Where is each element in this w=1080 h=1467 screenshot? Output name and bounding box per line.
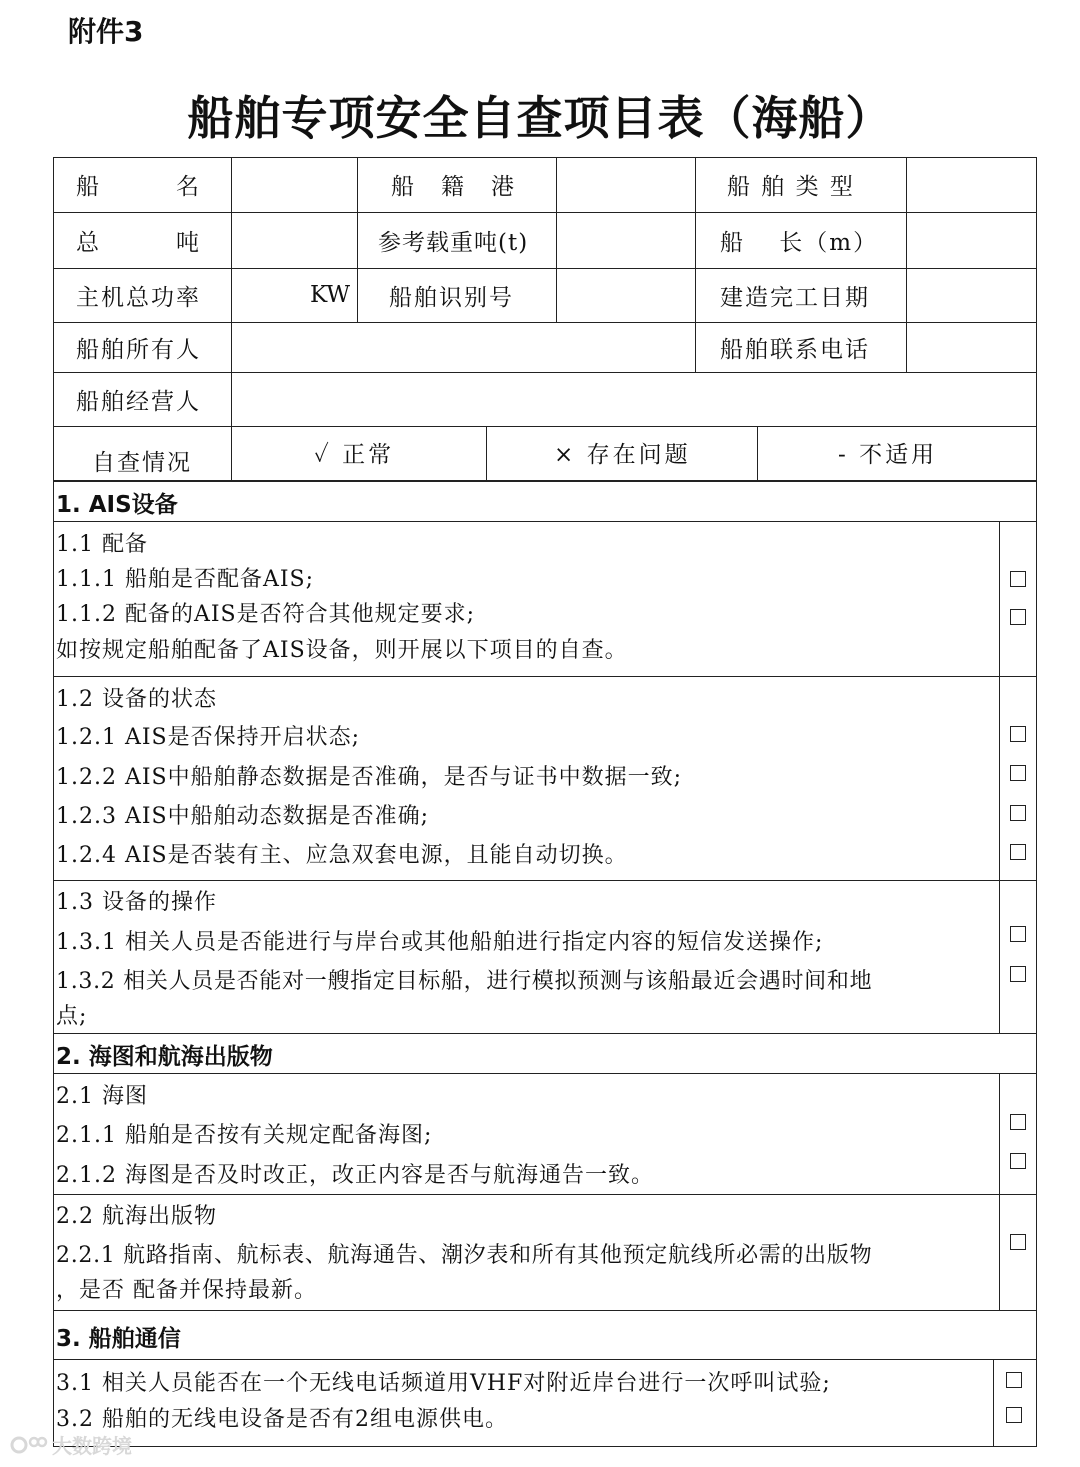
- label-deadweight: 参考载重吨(t): [378, 229, 529, 256]
- item-1-1-title: 1.1 配备: [56, 532, 148, 557]
- checkbox-1-1-2[interactable]: [1010, 609, 1026, 625]
- item-2-2-1-cont: ，是否 配备并保持最新。: [56, 1278, 317, 1303]
- label-gross-tonnage: 总 吨: [76, 229, 201, 256]
- item-2-1-2: 2.1.2 海图是否及时改正，改正内容是否与航海通告一致。: [56, 1163, 654, 1188]
- checkbox-2-1-2[interactable]: [1010, 1153, 1026, 1169]
- watermark-logo-icon: [10, 1433, 48, 1457]
- item-2-2-title: 2.2 航海出版物: [56, 1204, 217, 1229]
- item-2-1-title: 2.1 海图: [56, 1084, 148, 1109]
- item-1-2-4: 1.2.4 AIS是否装有主、应急双套电源，且能自动切换。: [56, 843, 628, 868]
- checkbox-1-2-1[interactable]: [1010, 726, 1026, 742]
- item-1-1-note: 如按规定船舶配备了AIS设备，则开展以下项目的自查。: [56, 638, 628, 663]
- item-1-3-1: 1.3.1 相关人员是否能进行与岸台或其他船舶进行指定内容的短信发送操作;: [56, 930, 824, 955]
- label-ship-owner: 船舶所有人: [76, 336, 201, 363]
- checkbox-1-1-1[interactable]: [1010, 571, 1026, 587]
- checkbox-3-2[interactable]: [1006, 1407, 1022, 1423]
- item-1-2-3: 1.2.3 AIS中船舶动态数据是否准确;: [56, 804, 430, 829]
- checkbox-2-2-1[interactable]: [1010, 1234, 1026, 1250]
- item-1-2-2: 1.2.2 AIS中船舶静态数据是否准确，是否与证书中数据一致;: [56, 765, 683, 790]
- legend-problem: × 存在问题: [554, 441, 691, 468]
- label-engine-power: 主机总功率: [76, 284, 201, 311]
- section-2-title: 2. 海图和航海出版物: [56, 1044, 273, 1070]
- document-title: 船舶专项安全自查项目表（海船）: [187, 91, 893, 145]
- section-1-title: 1. AIS设备: [56, 492, 178, 518]
- label-ship-phone: 船舶联系电话: [720, 336, 870, 363]
- watermark-text: 大数跨境: [52, 1434, 132, 1458]
- checkbox-1-3-1[interactable]: [1010, 926, 1026, 942]
- checkbox-1-3-2[interactable]: [1010, 966, 1026, 982]
- item-1-1-1: 1.1.1 船舶是否配备AIS;: [56, 567, 315, 592]
- annex-label: 附件3: [68, 15, 144, 48]
- label-ship-id: 船舶识别号: [389, 284, 514, 311]
- item-1-2-title: 1.2 设备的状态: [56, 687, 217, 712]
- item-2-2-1: 2.2.1 航路指南、航标表、航海通告、潮汐表和所有其他预定航线所必需的出版物: [56, 1243, 873, 1268]
- label-build-date: 建造完工日期: [720, 284, 870, 311]
- section-3-title: 3. 船舶通信: [56, 1326, 181, 1352]
- label-self-check-status: 自查情况: [92, 449, 192, 476]
- checkbox-2-1-1[interactable]: [1010, 1114, 1026, 1130]
- item-1-2-1: 1.2.1 AIS是否保持开启状态;: [56, 725, 361, 750]
- item-3-2: 3.2 船舶的无线电设备是否有2组电源供电。: [56, 1407, 508, 1432]
- item-1-3-2: 1.3.2 相关人员是否能对一艘指定目标船，进行模拟预测与该船最近会遇时间和地: [56, 969, 873, 994]
- item-3-1: 3.1 相关人员能否在一个无线电话频道用VHF对附近岸台进行一次呼叫试验;: [56, 1371, 831, 1396]
- checkbox-1-2-3[interactable]: [1010, 805, 1026, 821]
- checkbox-1-2-2[interactable]: [1010, 765, 1026, 781]
- label-port-of-registry: 船 籍 港: [391, 174, 516, 200]
- label-ship-name: 船 名: [76, 174, 201, 200]
- checkbox-3-1[interactable]: [1006, 1372, 1022, 1388]
- item-1-3-2-cont: 点;: [56, 1004, 88, 1029]
- label-ship-length: 船 长（m）: [720, 229, 879, 256]
- watermark: [10, 1430, 132, 1459]
- legend-not-applicable: - 不适用: [838, 441, 938, 468]
- item-2-1-1: 2.1.1 船舶是否按有关规定配备海图;: [56, 1123, 433, 1148]
- engine-power-unit: KW: [310, 282, 351, 308]
- label-ship-operator: 船舶经营人: [76, 388, 201, 415]
- legend-normal: ✓ 正常: [314, 441, 395, 468]
- item-1-1-2: 1.1.2 配备的AIS是否符合其他规定要求;: [56, 602, 476, 627]
- checkbox-1-2-4[interactable]: [1010, 844, 1026, 860]
- label-ship-type: 船 舶 类 型: [727, 174, 855, 200]
- item-1-3-title: 1.3 设备的操作: [56, 890, 217, 915]
